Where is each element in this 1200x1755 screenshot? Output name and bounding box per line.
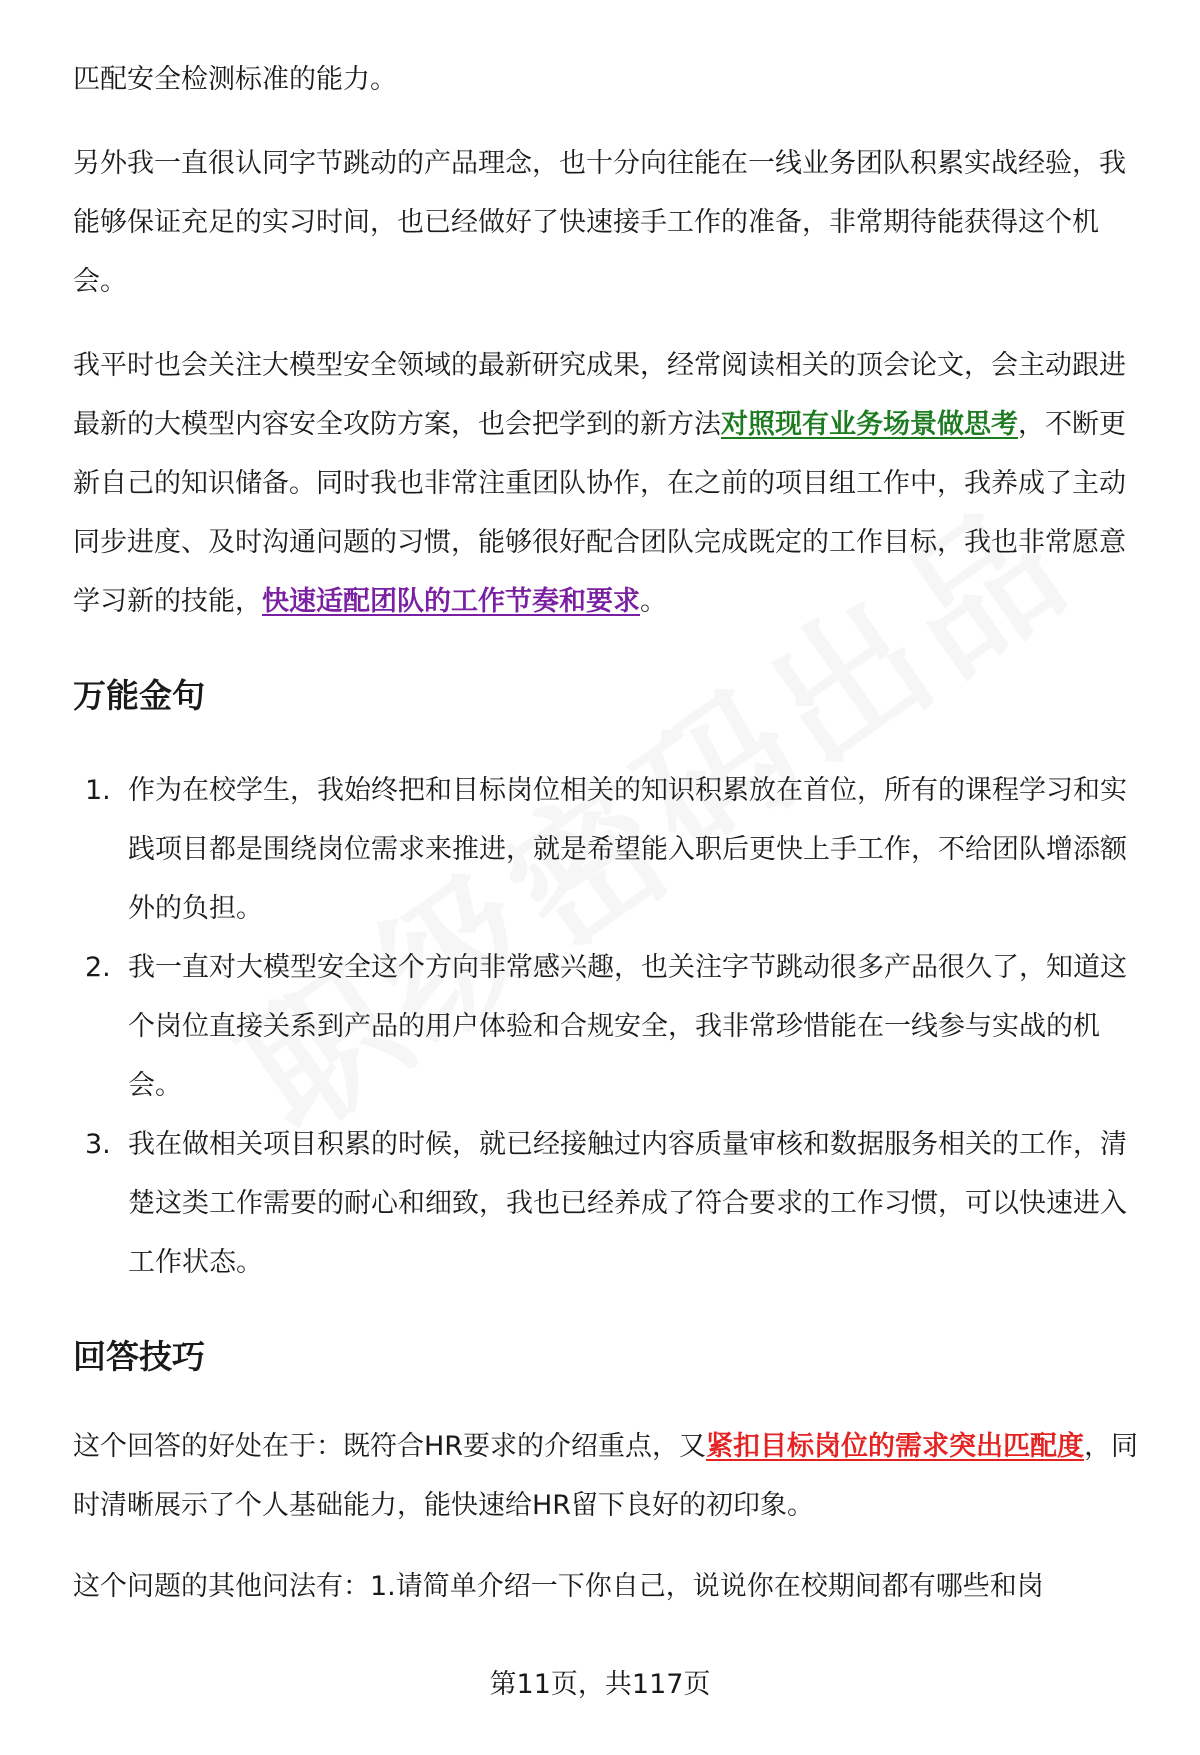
paragraph-1: 匹配安全检测标准的能力。 [73, 64, 397, 95]
highlight-red: 紧扣目标岗位的需求突出匹配度 [706, 1431, 1085, 1462]
paragraph-4-text-1: 这个回答的好处在于：既符合HR要求的介绍重点，又 [73, 1431, 707, 1462]
list-item-number: 1. [85, 775, 111, 806]
paragraph-4-text-2: ，同时清晰展示了个人基础能力，能快速给HR留下良好的初印象。 [73, 1431, 1139, 1521]
paragraph-3-text-1: 我平时也会关注大模型安全领域的最新研究成果，经常阅读相关的顶会论文，会主动跟进最新的大模型内容安全攻防方案，也会把学到的新方法 [73, 350, 1126, 440]
page-footer: 第11页，共117页 [489, 1669, 711, 1700]
paragraph-5: 这个问题的其他问法有：1.请简单介绍一下你自己，说说你在校期间都有哪些和岗 [73, 1571, 1044, 1602]
section-heading-answer-tips: 回答技巧 [73, 1337, 205, 1376]
highlight-purple: 快速适配团队的工作节奏和要求 [262, 586, 640, 617]
list-item-text: 我一直对大模型安全这个方向非常感兴趣，也关注字节跳动很多产品很久了，知道这个岗位直接关系到产品的用户体验和合规安全，我非常珍惜能在一线参与实战的机会。 [128, 952, 1127, 1101]
paragraph-3-text-2: ，不断更新自己的知识储备。同时我也非常注重团队协作，在之前的项目组工作中，我养成了主动同步进度、及时沟通问题的习惯，能够很好配合团队完成既定的工作目标，我也非常愿意学习新的技能， [73, 409, 1126, 617]
list-item-text: 作为在校学生，我始终把和目标岗位相关的知识积累放在首位，所有的课程学习和实践项目都是围绕岗位需求来推进，就是希望能入职后更快上手工作，不给团队增添额外的负担。 [128, 775, 1127, 924]
list-item [73, 938, 1148, 1115]
list-item-text: 我在做相关项目积累的时候，就已经接触过内容质量审核和数据服务相关的工作，清楚这类工作需要的耐心和细致，我也已经养成了符合要求的工作习惯，可以快速进入工作状态。 [128, 1129, 1127, 1278]
list-item [73, 1115, 1148, 1292]
paragraph-3 [73, 336, 1148, 631]
section-heading-golden-sentences: 万能金句 [73, 676, 205, 715]
document-body [73, 50, 1148, 1638]
paragraph-3-text-3: 。 [640, 586, 667, 617]
list-item [73, 761, 1148, 938]
paragraph-4 [73, 1417, 1148, 1535]
highlight-green: 对照现有业务场景做思考 [721, 409, 1018, 440]
list-item-number: 3. [85, 1129, 111, 1160]
golden-sentences-list [73, 761, 1148, 1292]
paragraph-2: 另外我一直很认同字节跳动的产品理念，也十分向往能在一线业务团队积累实战经验，我能够保证充足的实习时间，也已经做好了快速接手工作的准备，非常期待能获得这个机会。 [73, 148, 1126, 297]
list-item-number: 2. [85, 952, 111, 983]
